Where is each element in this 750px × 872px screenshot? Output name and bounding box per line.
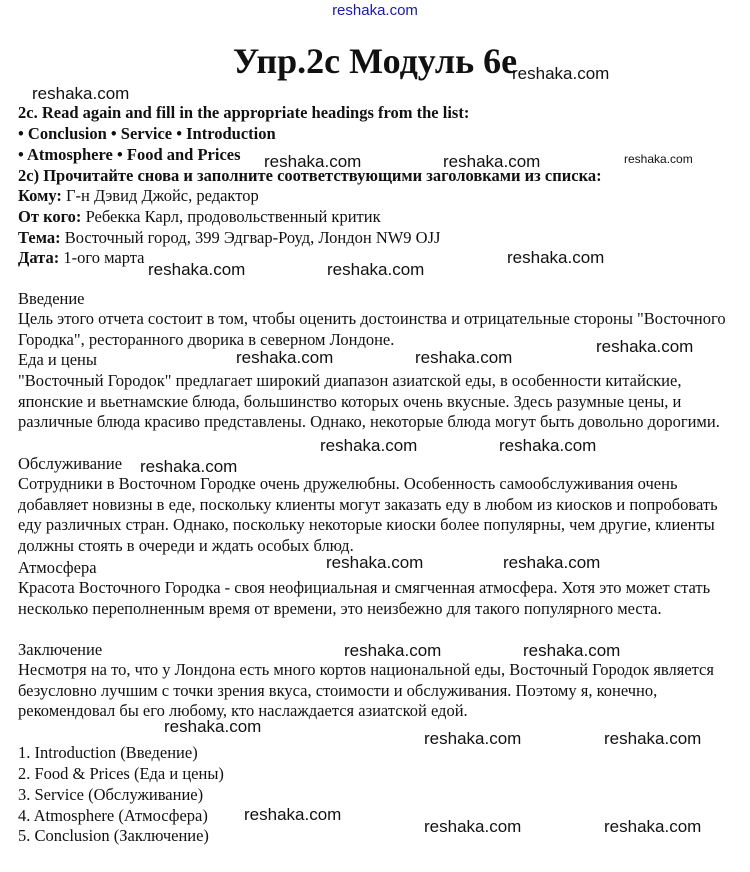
watermark: reshaka.com bbox=[503, 553, 601, 572]
service-heading: Обслуживание bbox=[18, 454, 123, 473]
answer-item-3: 3. Service (Обслуживание) bbox=[18, 785, 204, 804]
answer-item-4: 4. Atmosphere (Атмосфера) bbox=[18, 806, 208, 825]
watermark: reshaka.com bbox=[264, 152, 362, 171]
memo-from-label: От кого: bbox=[18, 207, 82, 226]
memo-from bbox=[18, 207, 381, 227]
memo-date-label: Дата: bbox=[18, 248, 60, 267]
instruction-ru-line: 2с) Прочитайте снова и заполните соответствующими заголовками из списка: bbox=[18, 166, 602, 185]
answer-item-5: 5. Conclusion (Заключение) bbox=[18, 826, 209, 845]
atmosphere-heading: Атмосфера bbox=[18, 558, 97, 577]
atmosphere-text: Красота Восточного Городка - своя неофициальная и смягченная атмосфера. Хотя это может стать несколько переполненным время от времени, это неизбежно для такого популярного места. bbox=[18, 578, 711, 618]
intro-heading: Введение bbox=[18, 289, 85, 308]
food-text: "Восточный Городок" предлагает широкий диапазон азиатской еды, в особенности китайские, японские и вьетнамские блюда, большинство которых очень вкусные. Здесь разумные цены, и различные блюда красиво представлены. Однако, некоторые блюда могут быть довольно дорогими. bbox=[18, 371, 720, 432]
service-text: Сотрудники в Восточном Городке очень дружелюбны. Особенность самообслуживания очень добавляет новизны в еде, поскольку клиенты могут заказать еду в любом из киосков и попробовать еду различных стран. Однако, поскольку некоторые киоски более популярны, чем другие, клиенты должны стоять в очереди и ждать особых блюд. bbox=[18, 474, 718, 555]
watermark: reshaka.com bbox=[624, 152, 693, 166]
watermark: reshaka.com bbox=[596, 337, 694, 356]
watermark: reshaka.com bbox=[326, 553, 424, 572]
answer-item-2: 2. Food & Prices (Еда и цены) bbox=[18, 764, 224, 783]
watermark: reshaka.com bbox=[236, 348, 334, 367]
watermark: reshaka.com bbox=[604, 817, 702, 836]
watermark: reshaka.com bbox=[140, 457, 238, 476]
watermark: reshaka.com bbox=[244, 805, 342, 824]
watermark: reshaka.com bbox=[424, 817, 522, 836]
instruction-en-line-2: • Conclusion • Service • Introduction bbox=[18, 124, 276, 143]
watermark: reshaka.com bbox=[604, 729, 702, 748]
watermark: reshaka.com bbox=[320, 436, 418, 455]
memo-subject bbox=[18, 228, 440, 248]
watermark: reshaka.com bbox=[507, 248, 605, 267]
food-heading: Еда и цены bbox=[18, 350, 97, 369]
watermark: reshaka.com bbox=[344, 641, 442, 660]
memo-from-value: Ребекка Карл, продовольственный критик bbox=[81, 207, 381, 226]
watermark: reshaka.com bbox=[512, 64, 610, 83]
watermark: reshaka.com bbox=[499, 436, 597, 455]
instruction-en-line-1: 2c. Read again and fill in the appropriate headings from the list: bbox=[18, 103, 470, 122]
watermark: reshaka.com bbox=[443, 152, 541, 171]
watermark: reshaka.com bbox=[415, 348, 513, 367]
watermark: reshaka.com bbox=[523, 641, 621, 660]
memo-date-value: 1-ого марта bbox=[59, 248, 145, 267]
memo-subject-label: Тема: bbox=[18, 228, 61, 247]
memo-to-value: Г-н Дэвид Джойс, редактор bbox=[61, 186, 259, 205]
page-title: Упр.2с Модуль 6е bbox=[232, 41, 518, 81]
memo-subject-value: Восточный город, 399 Эдгвар-Роуд, Лондон NW9 OJJ bbox=[60, 228, 441, 247]
watermark: reshaka.com bbox=[424, 729, 522, 748]
conclusion-heading: Заключение bbox=[18, 640, 103, 659]
memo-to-label: Кому: bbox=[18, 186, 62, 205]
watermark: reshaka.com bbox=[327, 260, 425, 279]
watermark: reshaka.com bbox=[148, 260, 246, 279]
watermark: reshaka.com bbox=[164, 717, 262, 736]
answer-item-1: 1. Introduction (Введение) bbox=[18, 743, 198, 762]
memo-date bbox=[18, 248, 145, 268]
memo-to bbox=[18, 186, 259, 206]
conclusion-text: Несмотря на то, что у Лондона есть много кортов национальной еды, Восточный Городок является безусловно лучшим с точки зрения вкуса, стоимости и обслуживания. Поэтому я, конечно, рекомендовал бы его любому, кто наслаждается азиатской едой. bbox=[18, 660, 714, 721]
instruction-en-line-3: • Atmosphere • Food and Prices bbox=[18, 145, 241, 164]
watermark: reshaka.com bbox=[32, 84, 130, 103]
site-link[interactable]: reshaka.com bbox=[332, 2, 418, 19]
intro-text: Цель этого отчета состоит в том, чтобы оценить достоинства и отрицательные стороны "Восточного Городка", ресторанного дворика в северном Лондоне. bbox=[18, 309, 726, 349]
